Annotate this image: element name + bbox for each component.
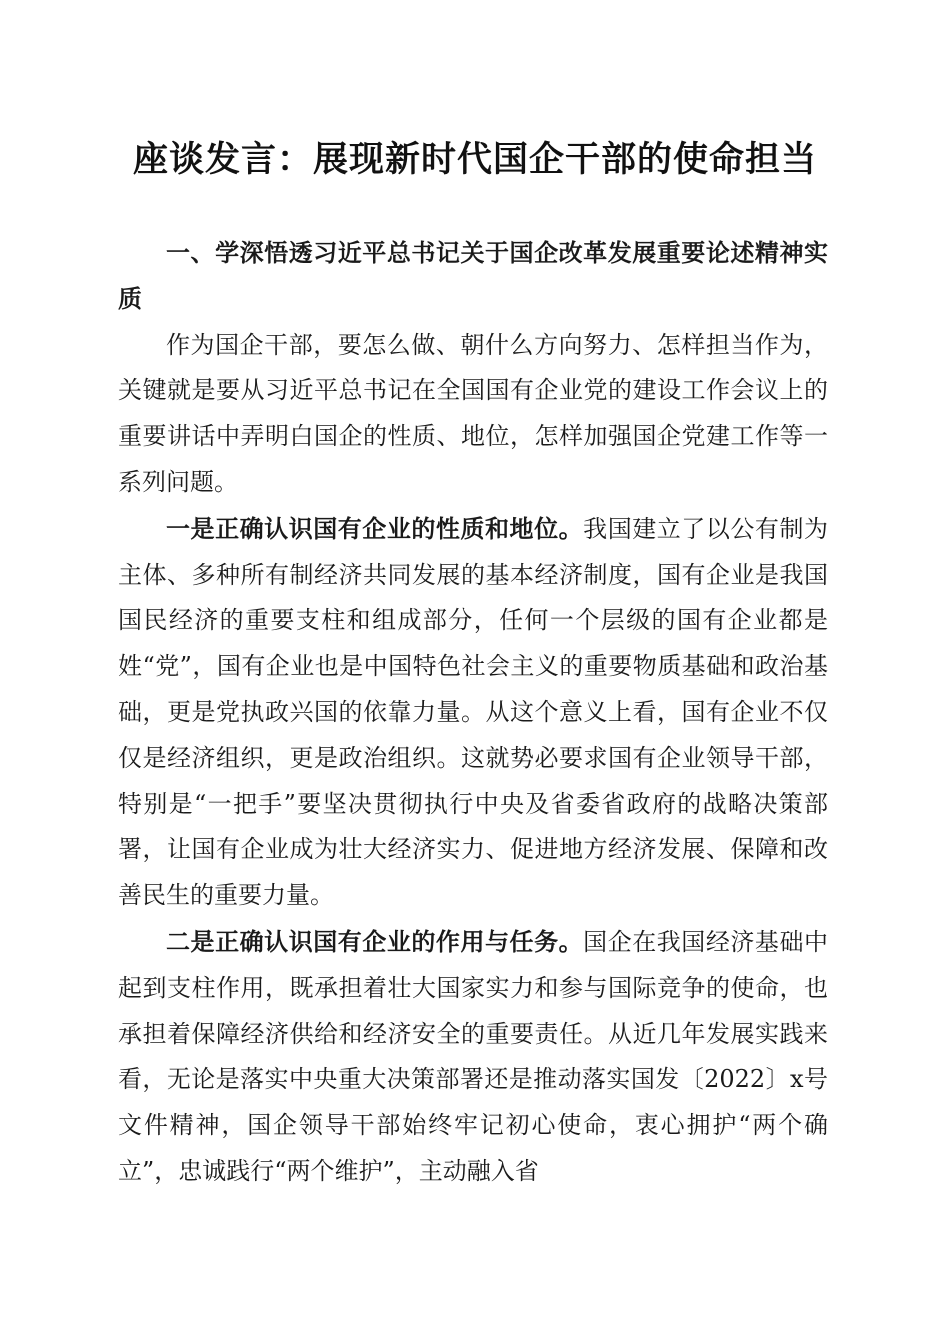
point-2-paragraph [118, 919, 828, 1195]
document-title: 座谈发言：展现新时代国企干部的使命担当 [132, 139, 817, 180]
point-1-lead: 一是正确认识国有企业的性质和地位。 [166, 513, 584, 543]
point-2-lead: 二是正确认识国有企业的作用与任务。 [166, 926, 584, 956]
document-body [118, 231, 828, 1195]
point-2-text: 国企在我国经济基础中起到支柱作用，既承担着壮大国家实力和参与国际竞争的使命，也承担着保障经济供给和经济安全的重要责任。从近几年发展实践来看，无论是落实中央重大决策部署还是推动落实国发〔2022〕x号文件精神，国企领导干部始终牢记初心使命，衷心拥护“两个确立”，忠诚践行“两个维护”，主动融入省 [118, 927, 829, 1185]
point-1-paragraph [118, 506, 828, 919]
point-1-text: 我国建立了以公有制为主体、多种所有制经济共同发展的基本经济制度，国有企业是我国国民经济的重要支柱和组成部分，任何一个层级的国有企业都是姓“党”，国有企业也是中国特色社会主义的重要物质基础和政治基础，更是党执政兴国的依靠力量。从这个意义上看，国有企业不仅仅是经济组织，更是政治组织。这就势必要求国有企业领导干部，特别是“一把手”要坚决贯彻执行中央及省委省政府的战略决策部署，让国有企业成为壮大经济实力、促进地方经济发展、保障和改善民生的重要力量。 [118, 514, 829, 910]
section-heading: 一、学深悟透习近平总书记关于国企改革发展重要论述精神实质 [118, 239, 828, 313]
intro-paragraph: 作为国企干部，要怎么做、朝什么方向努力、怎样担当作为，关键就是要从习近平总书记在全国国有企业党的建设工作会议上的重要讲话中弄明白国企的性质、地位，怎样加强国企党建工作等一系列问题。 [118, 330, 828, 496]
